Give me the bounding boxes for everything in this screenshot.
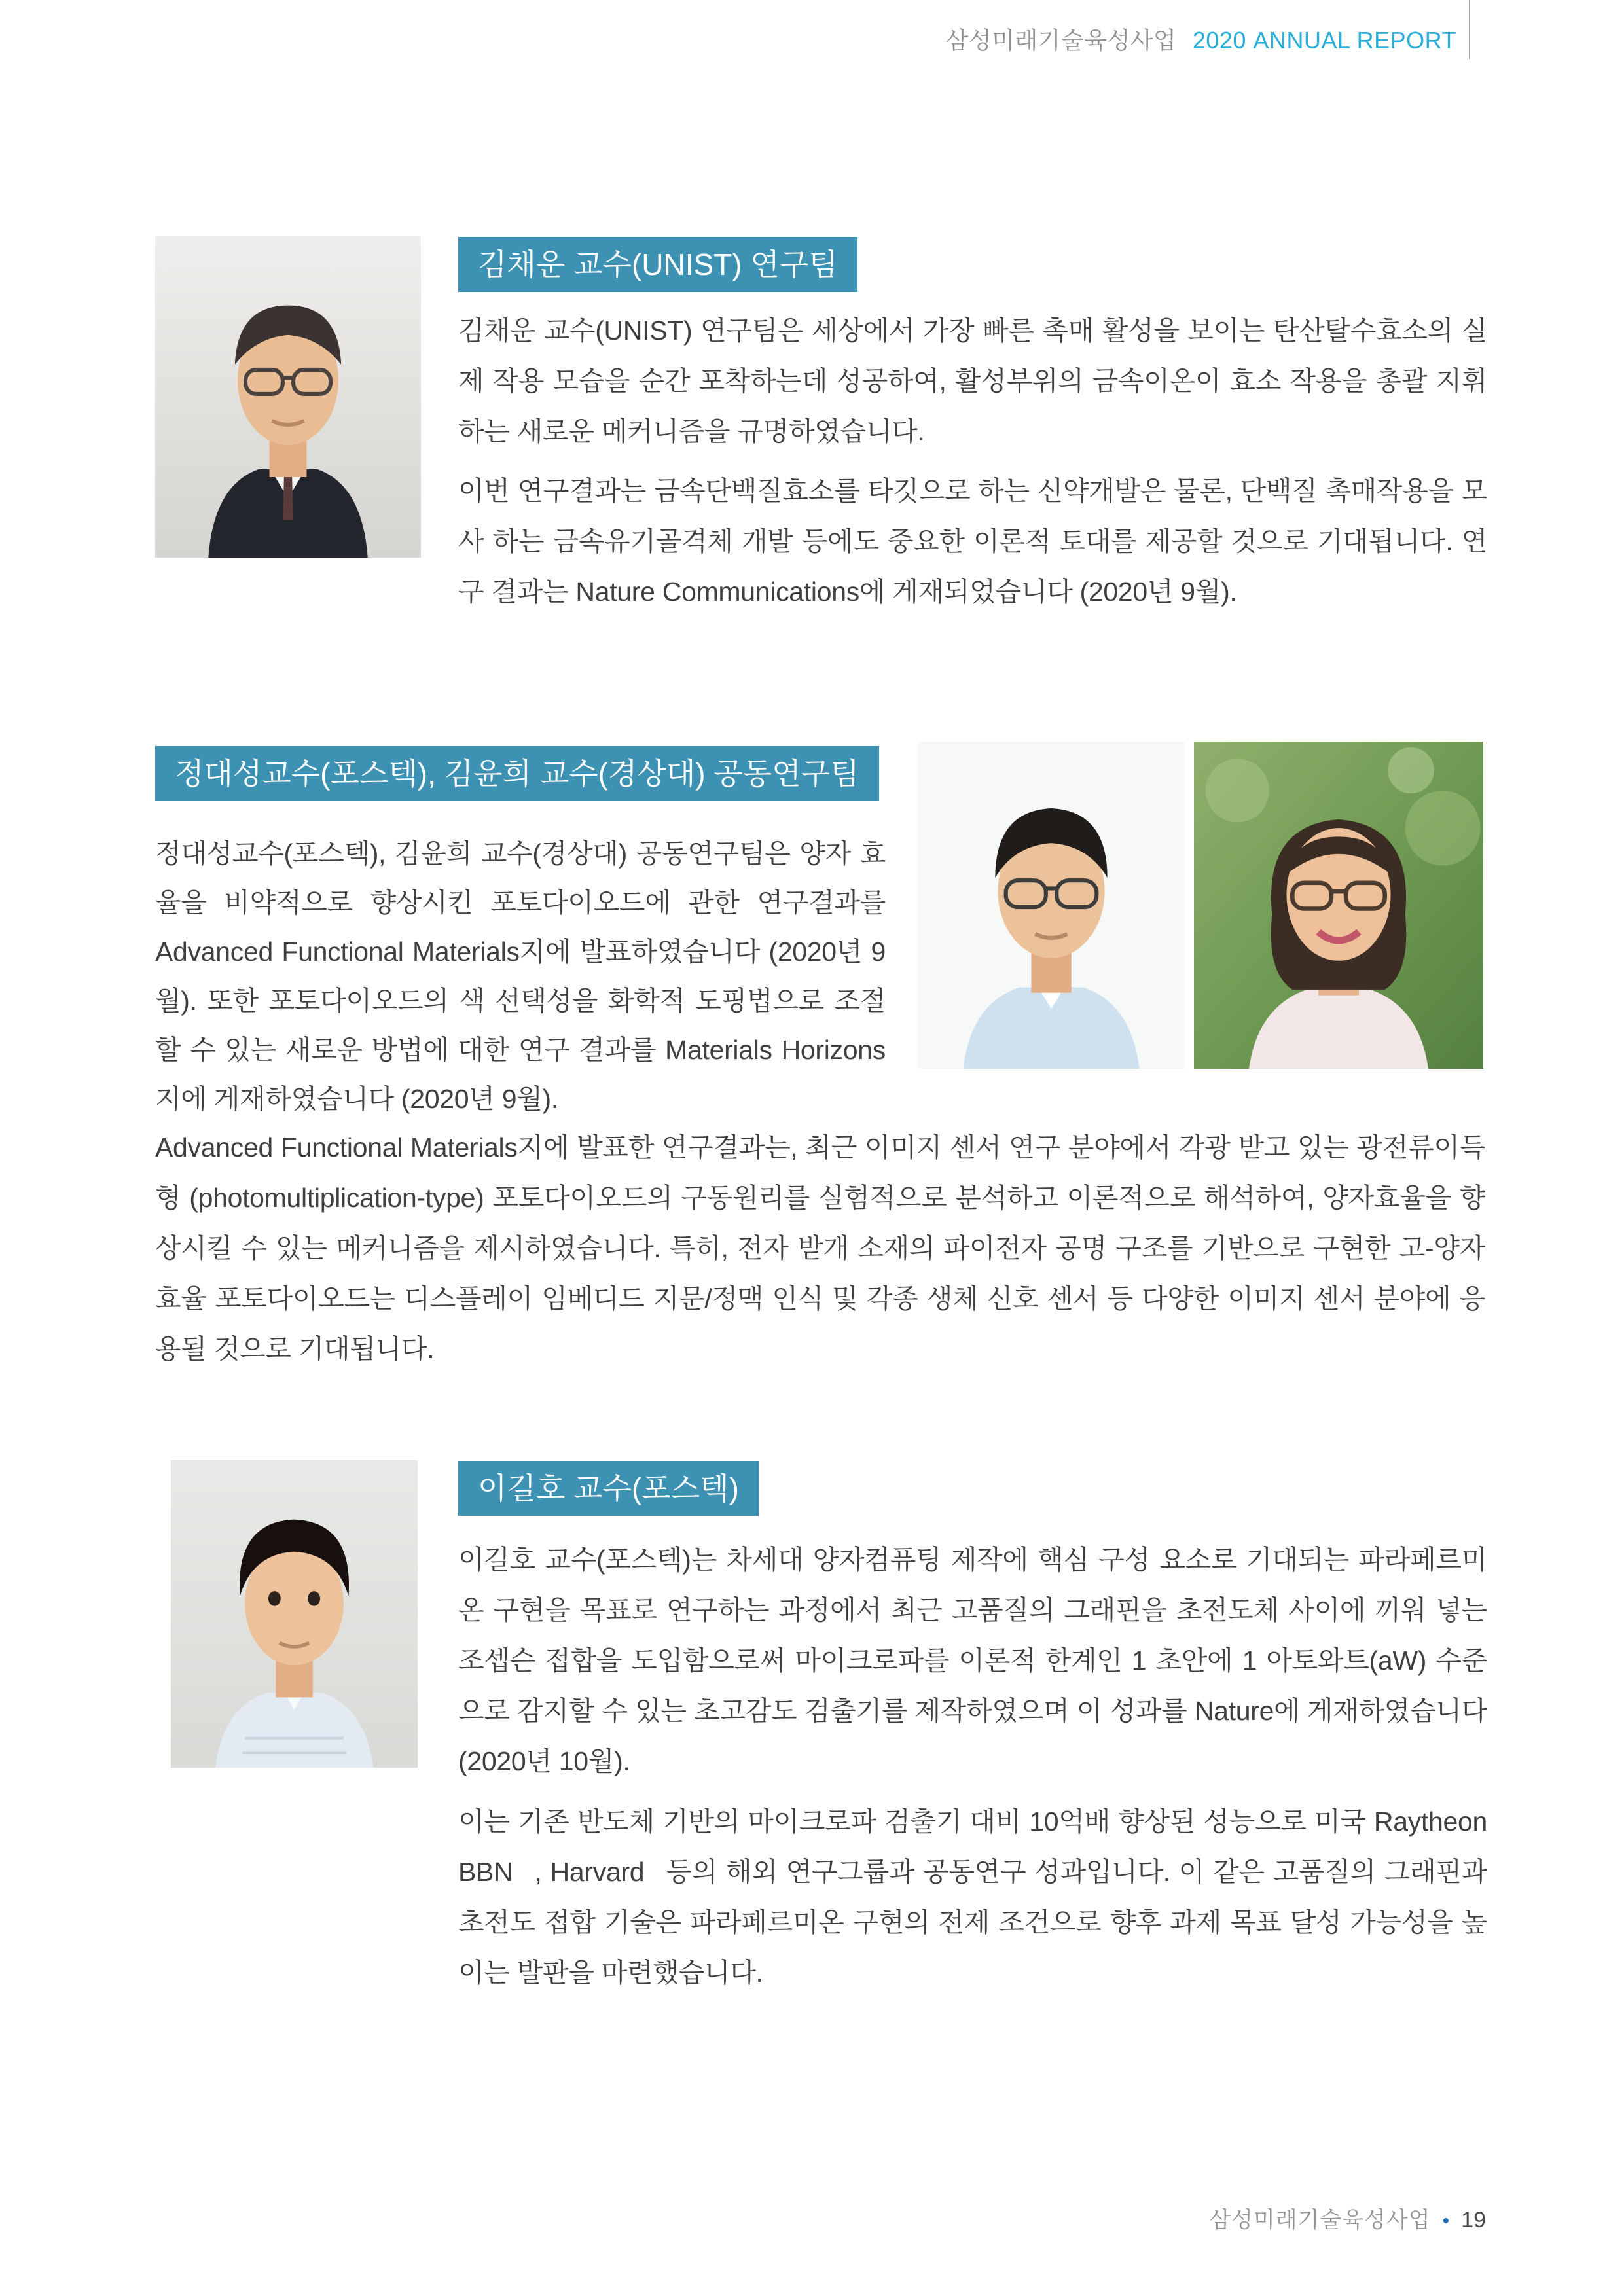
portrait-lee-gilho [171, 1460, 418, 1768]
portrait-kim-yunhee-art [1194, 742, 1483, 1069]
header-program-name: 삼성미래기술육성사업 [945, 27, 1177, 54]
portrait-lee-gilho-art [171, 1460, 418, 1768]
portrait-kim-chaewoon [155, 236, 421, 558]
portrait-jung-daesung [918, 742, 1185, 1069]
header-vertical-rule [1469, 0, 1470, 59]
footer-page-number: 19 [1461, 2208, 1486, 2233]
section-title-text: 이길호 교수(포스텍) [478, 1471, 739, 1505]
section-title-lee-gilho [458, 1461, 759, 1516]
portrait-kim-chaewoon-art [155, 236, 421, 558]
section-title-jung-kim [155, 746, 879, 801]
portrait-kim-yunhee [1194, 742, 1483, 1069]
footer-program-name: 삼성미래기술육성사업 [1209, 2208, 1431, 2233]
section-title-kim-chaewoon [458, 237, 857, 292]
section1-paragraph-2: 이번 연구결과는 금속단백질효소를 타깃으로 하는 신약개발은 물론, 단백질 촉매작용을 모사 하는 금속유기골격체 개발 등에도 중요한 이론적 토대를 제공할 것으로 기대됩니다. 연구 결과는 Nature Communications에 게재되었습니다 (2020년 9월). [458, 476, 1487, 607]
header-report-title: 2020 ANNUAL REPORT [1192, 27, 1456, 54]
page-header [946, 27, 1456, 54]
section1-paragraph-1: 김채운 교수(UNIST) 연구팀은 세상에서 가장 빠른 촉매 활성을 보이는 탄산탈수효소의 실제 작용 모습을 순간 포착하는데 성공하여, 활성부위의 금속이온이 효소 작용을 총괄 지휘 하는 새로운 메커니즘을 규명하였습니다. [458, 315, 1487, 446]
section-title-text: 김채운 교수(UNIST) 연구팀 [478, 247, 838, 281]
section-title-text: 정대성교수(포스텍), 김윤희 교수(경상대) 공동연구팀 [175, 757, 859, 791]
portrait-jung-daesung-art [918, 742, 1185, 1069]
section3-paragraph-2: 이는 기존 반도체 기반의 마이크로파 검출기 대비 10억배 향상된 성능으로 미국 Raytheon BBN , Harvard 등의 해외 연구그룹과 공동연구 성과입니다. 이 같은 고품질의 그래핀과 초전도 접합 기술은 파라페르미온 구현의 전제 조건으로 향후 과제 목표 달성 가능성을 높이는 발판을 마련했습니다. [458, 1806, 1487, 1988]
footer-bullet: • [1442, 2210, 1450, 2232]
section2-paragraph-left: 정대성교수(포스텍), 김윤희 교수(경상대) 공동연구팀은 양자 효율을 비약적으로 향상시킨 포토다이오드에 관한 연구결과를 Advanced Functional Materials지에 발표하였습니다 (2020년 9월). 또한 포토다이오드의 색 선택성을 화학적 도핑법으로 조절할 수 있는 새로운 방법에 대한 연구 결과를 Materials Horizons지에 게재하였습니다 (2020년 9월). [155, 838, 886, 1114]
section2-paragraph-full: Advanced Functional Materials지에 발표한 연구결과는, 최근 이미지 센서 연구 분야에서 각광 받고 있는 광전류이득형 (photomultiplication-type) 포토다이오드의 구동원리를 실험적으로 분석하고 이론적으로 해석하여, 양자효율을 향상시킬 수 있는 메커니즘을 제시하였습니다. 특히, 전자 받개 소재의 파이전자 공명 구조를 기반으로 구현한 고-양자효율 포토다이오드는 디스플레이 임베디드 지문/정맥 인식 및 각종 생체 신호 센서 등 다양한 이미지 센서 분야에 응용될 것으로 기대됩니다. [155, 1132, 1485, 1364]
page-footer [1209, 2207, 1486, 2234]
section3-paragraph-1: 이길호 교수(포스텍)는 차세대 양자컴퓨팅 제작에 핵심 구성 요소로 기대되는 파라페르미온 구현을 목표로 연구하는 과정에서 최근 고품질의 그래핀을 초전도체 사이에 끼워 넣는 조셉슨 접합을 도입함으로써 마이크로파를 이론적 한계인 1 초안에 1 아토와트(aW) 수준으로 감지할 수 있는 초고감도 검출기를 제작하였으며 이 성과를 Nature에 게재하였습니다 (2020년 10월). [458, 1545, 1487, 1776]
